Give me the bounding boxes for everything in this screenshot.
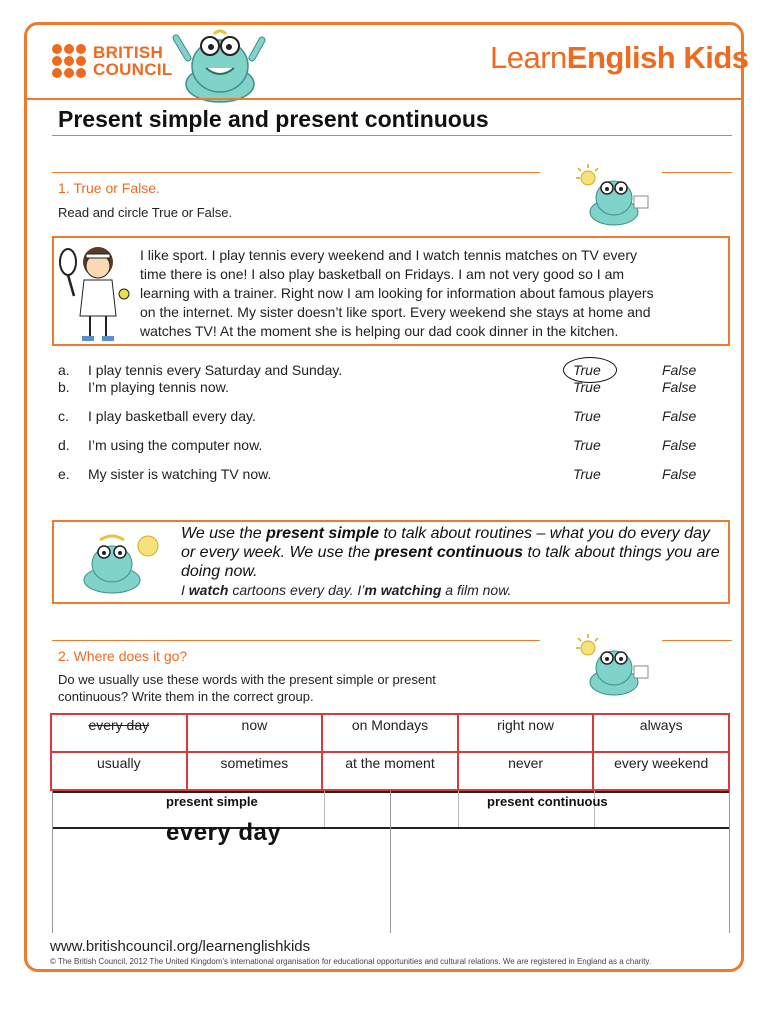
question-letter: a. <box>58 362 70 378</box>
question-text: I’m using the computer now. <box>88 437 263 453</box>
false-option[interactable]: False <box>662 466 697 482</box>
section1-instruction: Read and circle True or False. <box>58 205 233 220</box>
word-cell[interactable]: never <box>458 752 594 790</box>
false-option[interactable]: False <box>662 379 697 395</box>
word-cell[interactable]: always <box>593 714 729 752</box>
british-council-logo-icon <box>52 44 88 80</box>
grammar-example: I watch cartoons every day. I’m watching a film now. <box>181 582 512 598</box>
question-letter: e. <box>58 466 70 482</box>
footer-legal: © The British Council, 2012 The United Kingdom’s international organisation for educational opportunities and cultural relations. We are registered in England as a charity. <box>50 957 652 966</box>
true-option[interactable]: True <box>573 379 601 395</box>
monster-idea-icon <box>572 632 658 698</box>
word-cell[interactable]: sometimes <box>187 752 323 790</box>
section1-heading: 1. True or False. <box>58 180 160 196</box>
story-text: I like sport. I play tennis every weekend and I watch tennis matches on TV every time there is one! I also play basketball on Fridays. I am not very good so I am learning with a trainer. Right now I am looking for information about famous players on the internet. My sister doesn’t like sport. Every weekend she stays at home and watches TV! At the moment she is helping our dad cook dinner in the kitchen. <box>140 247 654 339</box>
monster-teacher-icon <box>78 530 164 596</box>
false-option[interactable]: False <box>662 437 697 453</box>
question-text: I’m playing tennis now. <box>88 379 229 395</box>
question-letter: c. <box>58 408 69 424</box>
word-cell[interactable]: now <box>187 714 323 752</box>
section1-rule-right <box>662 172 732 173</box>
grammar-rule-text: We use the present simple to talk about routines – what you do every day or every week. We use the present continuous to talk about things you are doing now. <box>181 525 720 580</box>
question-letter: d. <box>58 437 70 453</box>
answer-grid <box>52 791 730 933</box>
true-option[interactable]: True <box>573 408 601 424</box>
word-cell[interactable]: every weekend <box>593 752 729 790</box>
word-bank-table <box>50 713 730 791</box>
true-option[interactable]: True <box>573 362 601 378</box>
learnenglish-kids-logo: LearnEnglish Kids <box>490 40 749 75</box>
column-header-present-simple: present simple <box>166 794 258 809</box>
header-divider <box>26 98 742 100</box>
section2-instruction-line1: Do we usually use these words with the present simple or present <box>58 672 436 687</box>
word-cell[interactable]: right now <box>458 714 594 752</box>
title-underline <box>52 135 732 136</box>
question-letter: b. <box>58 379 70 395</box>
monster-mascot-icon <box>170 28 266 106</box>
word-cell[interactable]: at the moment <box>322 752 458 790</box>
false-option[interactable]: False <box>662 408 697 424</box>
question-text: I play tennis every Saturday and Sunday. <box>88 362 343 378</box>
section2-rule <box>52 640 540 641</box>
section1-rule <box>52 172 540 173</box>
word-cell[interactable]: every day <box>51 714 187 752</box>
question-text: My sister is watching TV now. <box>88 466 272 482</box>
section2-heading: 2. Where does it go? <box>58 648 188 664</box>
false-option[interactable]: False <box>662 362 697 378</box>
monster-idea-icon <box>572 162 658 228</box>
true-option[interactable]: True <box>573 437 601 453</box>
footer-url[interactable]: www.britishcouncil.org/learnenglishkids <box>50 938 311 955</box>
question-text: I play basketball every day. <box>88 408 256 424</box>
page-title: Present simple and present continuous <box>58 106 489 132</box>
section2-instruction-line2: continuous? Write them in the correct group. <box>58 689 314 704</box>
column-header-present-continuous: present continuous <box>487 794 608 809</box>
true-option[interactable]: True <box>573 466 601 482</box>
word-cell[interactable]: usually <box>51 752 187 790</box>
tennis-girl-icon <box>56 240 136 344</box>
section2-rule-right <box>662 640 732 641</box>
answer-present-simple[interactable]: every day <box>166 819 282 846</box>
word-cell[interactable]: on Mondays <box>322 714 458 752</box>
british-council-wordmark: BRITISH COUNCIL <box>93 43 173 79</box>
